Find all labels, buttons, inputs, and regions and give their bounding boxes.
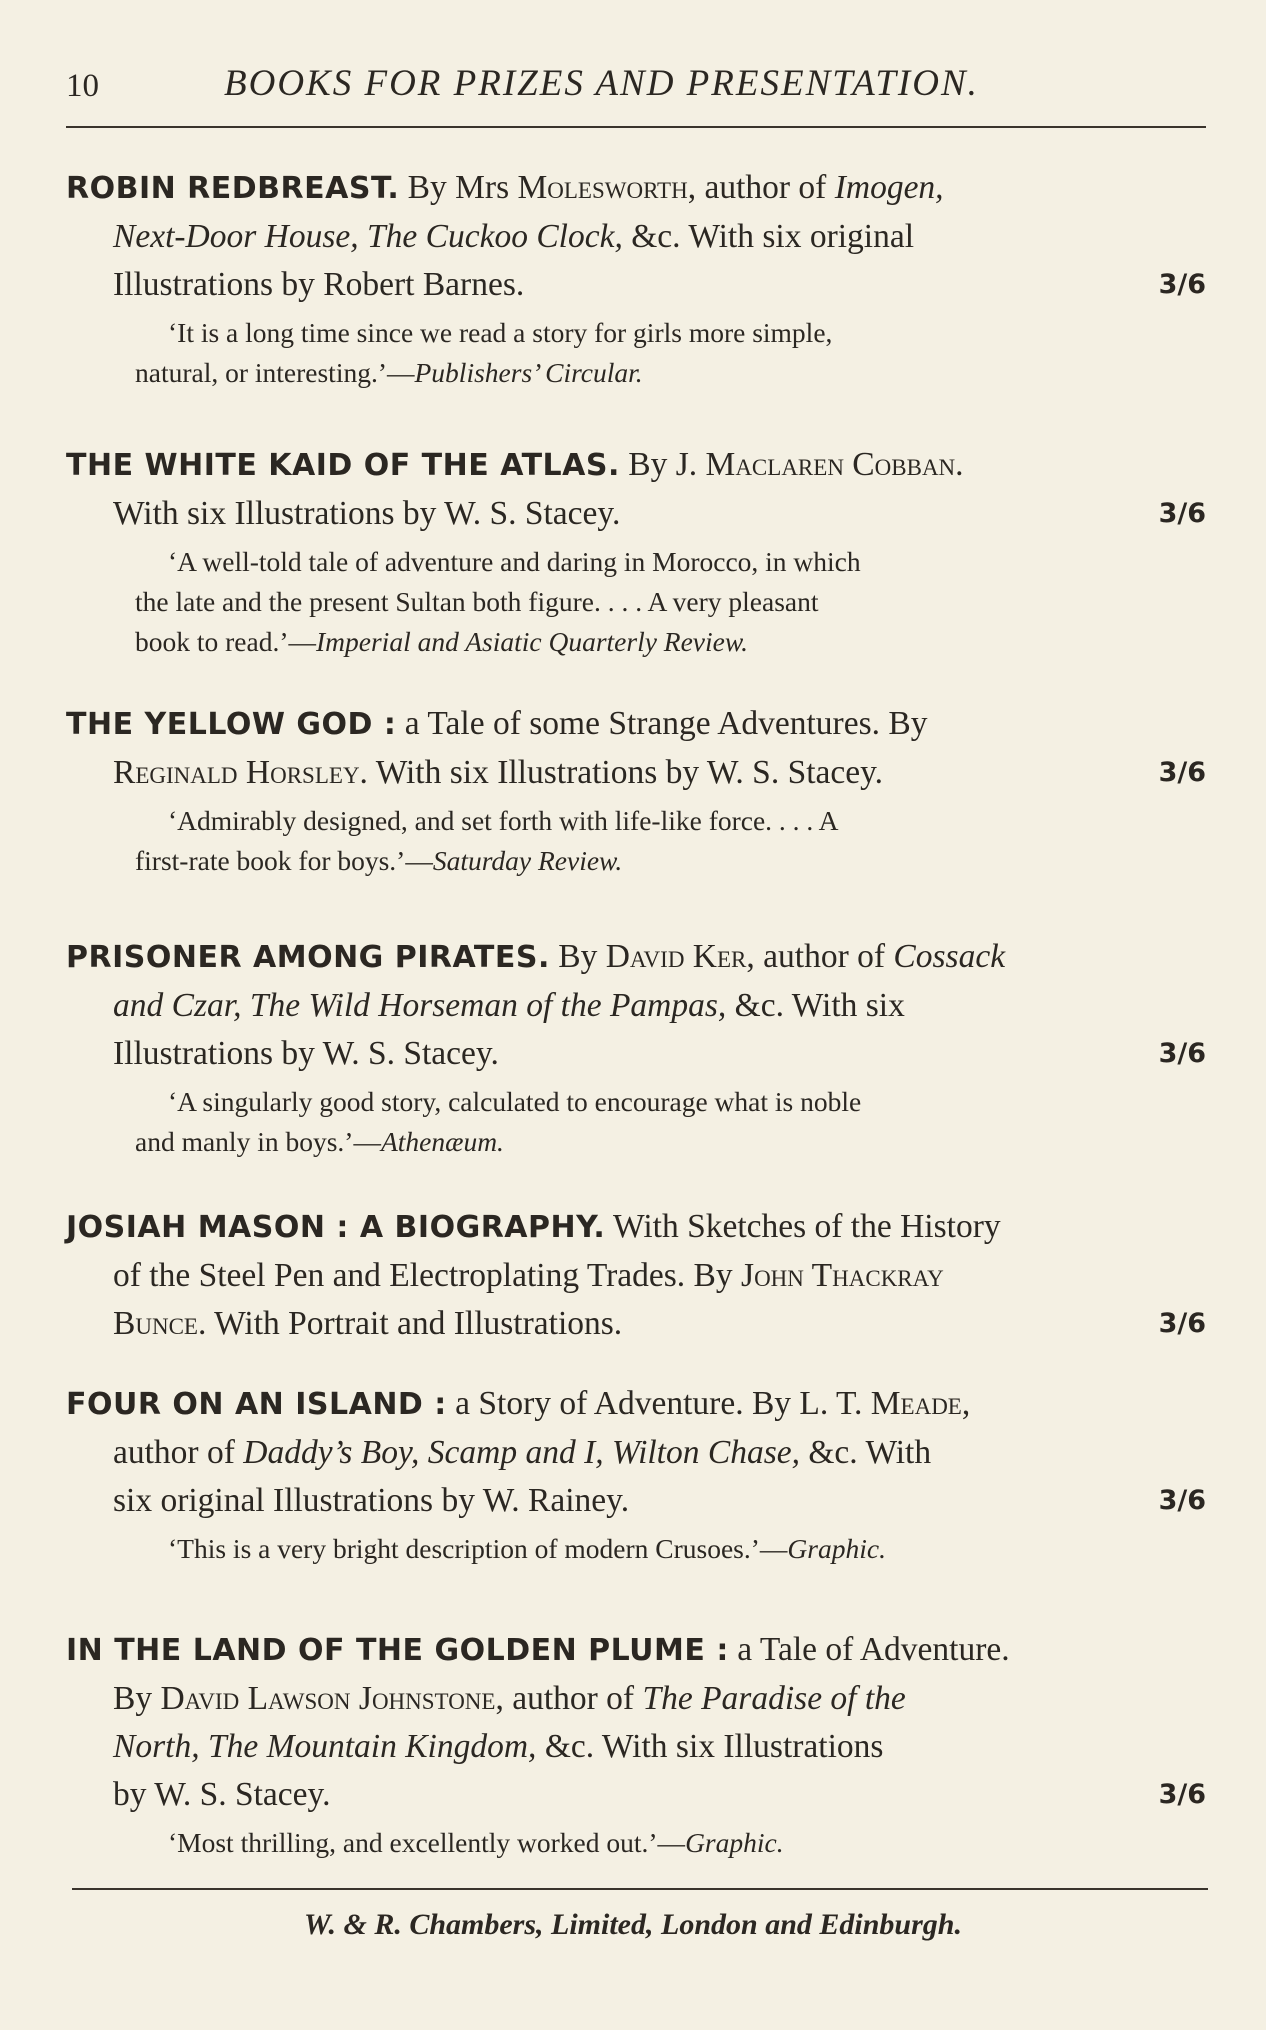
book-entry-land-of-golden-plume: IN THE LAND OF THE GOLDEN PLUME : a Tale of Adventure. By David Lawson Johnstone, author of The Paradise of the North, The Mountain Kingdom, &c. With six Illustrations by W. S. Stacey. 3/6 ‘Most thrilling, and excellently worked out.’—Graphic.	[66, 1626, 1212, 1863]
author-name: Maclaren Cobban.	[705, 446, 964, 483]
review-quote: ‘Most thrilling, and excellently worked out.’—Graphic.	[168, 1827, 784, 1858]
review-source: Graphic.	[685, 1827, 784, 1858]
review-source: Graphic.	[787, 1533, 886, 1564]
review-quote-line: and manly in boys.’—Athenæum.	[135, 1126, 504, 1157]
author-name: Molesworth,	[517, 169, 697, 206]
footer-rule	[72, 1888, 1208, 1890]
book-title: THE YELLOW GOD :	[66, 707, 397, 742]
review-quote: ‘This is a very bright description of modern Crusoes.’—Graphic.	[168, 1533, 886, 1564]
book-entry-prisoner-among-pirates: PRISONER AMONG PIRATES. By David Ker, author of Cossack and Czar, The Wild Horseman of the Pampas, &c. With six Illustrations by W. S. Stacey. 3/6 ‘A singularly good story, calculated to encourage what is noble and manly in boys.’—Athenæum.	[66, 933, 1212, 1162]
price: 3/6	[1158, 1779, 1206, 1810]
review-quote: ‘Admirably designed, and set forth with life-like force. . . . A	[168, 805, 839, 836]
review-quote-line: first-rate book for boys.’—Saturday Review.	[135, 845, 623, 876]
price: 3/6	[1158, 498, 1206, 529]
book-title: IN THE LAND OF THE GOLDEN PLUME :	[66, 1633, 729, 1668]
book-title: THE WHITE KAID OF THE ATLAS.	[66, 448, 620, 483]
price: 3/6	[1158, 1485, 1206, 1516]
book-title: JOSIAH MASON : A BIOGRAPHY.	[66, 1210, 606, 1245]
page-header	[66, 62, 1206, 112]
review-source: Imperial and Asiatic Quarterly Review.	[316, 626, 749, 657]
review-quote-line: natural, or interesting.’—Publishers’ Circular.	[135, 357, 643, 388]
book-title: PRISONER AMONG PIRATES.	[66, 940, 550, 975]
author-name: Meade,	[870, 1385, 971, 1422]
review-source: Athenæum.	[380, 1126, 504, 1157]
author-name: David Ker,	[605, 938, 755, 975]
book-entry-white-kaid: THE WHITE KAID OF THE ATLAS. By J. Maclaren Cobban. With six Illustrations by W. S. Stacey. 3/6 ‘A well-told tale of adventure and daring in Morocco, in which the late and the present Sultan both figure. . . . A very pleasant book to read.’—Imperial and Asiatic Quarterly Review.	[66, 441, 1212, 662]
book-entry-four-on-an-island: FOUR ON AN ISLAND : a Story of Adventure. By L. T. Meade, author of Daddy’s Boy, Scamp and I, Wilton Chase, &c. With six original Illustrations by W. Rainey. 3/6 ‘This is a very bright description of modern Crusoes.’—Graphic.	[66, 1380, 1212, 1569]
review-quote-line: book to read.’—Imperial and Asiatic Quarterly Review.	[135, 626, 749, 657]
price: 3/6	[1158, 1308, 1206, 1339]
review-source: Publishers’ Circular.	[414, 357, 643, 388]
review-quote-line: the late and the present Sultan both figure. . . . A very pleasant	[135, 586, 819, 617]
author-name: Bunce.	[113, 1305, 207, 1342]
author-name: Reginald Horsley.	[113, 754, 368, 791]
review-quote: ‘It is a long time since we read a story for girls more simple,	[168, 317, 833, 348]
review-source: Saturday Review.	[432, 845, 623, 876]
book-title: ROBIN REDBREAST.	[66, 171, 400, 206]
author-name: David Lawson Johnstone,	[160, 1680, 504, 1717]
book-entry-josiah-mason: JOSIAH MASON : A BIOGRAPHY. With Sketches of the History of the Steel Pen and Electroplating Trades. By John Thackray Bunce. With Portrait and Illustrations. 3/6	[66, 1203, 1212, 1348]
page-number: 10	[66, 68, 99, 104]
book-entry-yellow-god: THE YELLOW GOD : a Tale of some Strange Adventures. By Reginald Horsley. With six Illustrations by W. S. Stacey. 3/6 ‘Admirably designed, and set forth with life-like force. . . . A first-rate book for boys.’—Saturday Review.	[66, 700, 1212, 881]
publisher-imprint: W. & R. Chambers, Limited, London and Edinburgh.	[304, 1908, 962, 1941]
price: 3/6	[1158, 269, 1206, 300]
price: 3/6	[1158, 757, 1206, 788]
book-title: FOUR ON AN ISLAND :	[66, 1387, 447, 1422]
header-rule	[66, 126, 1206, 128]
review-quote: ‘A singularly good story, calculated to encourage what is noble	[168, 1086, 862, 1117]
price: 3/6	[1158, 1038, 1206, 1069]
running-title: BOOKS FOR PRIZES AND PRESENTATION.	[224, 63, 979, 104]
author-name: John Thackray	[741, 1257, 944, 1294]
book-entry-robin-redbreast: ROBIN REDBREAST. By Mrs Molesworth, author of Imogen, Next-Door House, The Cuckoo Clock, &c. With six original Illustrations by Robert Barnes. 3/6 ‘It is a long time since we read a story for girls more simple, natural, or interesting.’—Publishers’ Circular.	[66, 164, 1212, 393]
review-quote: ‘A well-told tale of adventure and daring in Morocco, in which	[168, 546, 861, 577]
